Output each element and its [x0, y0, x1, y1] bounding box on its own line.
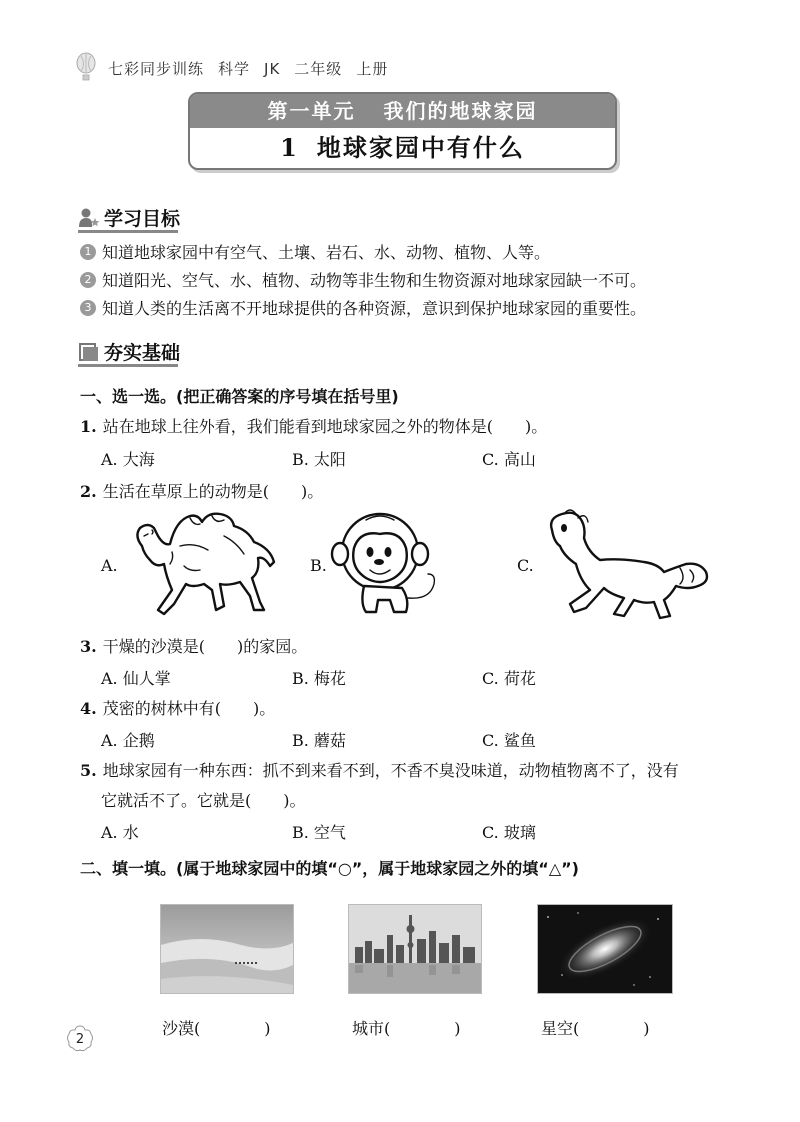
lesson-number: 1: [280, 133, 299, 162]
part2-heading: 二、填一填。(属于地球家园中的填“○”，属于地球家园之外的填“△”): [80, 859, 579, 878]
question-number: 2.: [80, 482, 97, 501]
option-c: C. 荷花: [482, 669, 536, 688]
option-a: A. 大海: [101, 450, 155, 469]
objective-text: 知道人类的生活离不开地球提供的各种资源，意识到保护地球家园的重要性。: [102, 299, 647, 318]
city-answer-label: 城市( ): [352, 1019, 461, 1038]
option-b: B. 梅花: [292, 669, 346, 688]
option-c: C.: [517, 556, 534, 575]
basics-title: 夯实基础: [104, 342, 181, 364]
objective-item: [80, 268, 646, 291]
header-edition: JK: [264, 60, 281, 78]
basics-underline: [78, 364, 178, 367]
question-text: 茂密的树林中有( )。: [102, 699, 276, 718]
objectives-title: 学习目标: [104, 208, 181, 230]
starry-sky-photo: [537, 904, 673, 994]
part1-heading: 一、选一选。(把正确答案的序号填在括号里): [80, 387, 399, 406]
header-volume: 上册: [356, 60, 389, 78]
balloon-logo-icon: [74, 52, 98, 82]
option-a: A. 仙人掌: [101, 669, 171, 688]
option-a: A.: [101, 556, 118, 575]
horse-illustration: [540, 508, 716, 624]
basics-heading: [78, 338, 180, 365]
page-number: 2: [75, 1032, 85, 1047]
question-2: [80, 479, 323, 502]
question-text: 生活在草原上的动物是( )。: [102, 482, 324, 501]
desert-answer-label: 沙漠( ): [162, 1019, 271, 1038]
learner-icon: [78, 207, 100, 229]
option-c: C. 玻璃: [482, 823, 536, 842]
monkey-illustration: [330, 508, 450, 620]
unit-label: 第一单元: [267, 99, 356, 123]
question-number: 1.: [80, 417, 97, 436]
unit-title: 我们的地球家园: [383, 99, 538, 123]
question-3: [80, 634, 307, 657]
camel-illustration: [124, 506, 284, 622]
question-1: [80, 414, 547, 437]
objective-item: [80, 296, 646, 319]
unit-title-bar: [190, 94, 615, 128]
objective-text: 知道地球家园中有空气、土壤、岩石、水、动物、植物、人等。: [102, 243, 551, 262]
city-photo: [348, 904, 482, 994]
question-4: [80, 696, 275, 719]
objective-item: [80, 240, 550, 263]
header-series: 七彩同步训练: [108, 60, 205, 78]
objectives-underline: [78, 230, 178, 233]
question-5: [80, 758, 679, 781]
objective-text: 知道阳光、空气、水、植物、动物等非生物和生物资源对地球家园缺一不可。: [102, 271, 647, 290]
page-header: [108, 58, 402, 79]
objectives-heading: [78, 204, 180, 231]
starry-sky-answer-label: 星空( ): [541, 1019, 650, 1038]
book-icon: [78, 341, 100, 363]
question-number: 5.: [80, 761, 97, 780]
option-b: B. 空气: [292, 823, 346, 842]
header-subject: 科学: [218, 60, 251, 78]
option-a: A. 水: [101, 823, 139, 842]
objective-number-badge: 2: [80, 272, 96, 288]
option-b: B.: [310, 556, 327, 575]
unit-banner: [188, 92, 617, 170]
option-b: B. 太阳: [292, 450, 346, 469]
question-number: 4.: [80, 699, 97, 718]
question-text: 地球家园有一种东西：抓不到来看不到，不香不臭没味道，动物植物离不了，没有: [102, 761, 679, 780]
question-5-continuation: 它就活不了。它就是( )。: [101, 791, 306, 810]
desert-photo: [160, 904, 294, 994]
question-number: 3.: [80, 637, 97, 656]
header-grade: 二年级: [294, 60, 343, 78]
lesson-title-bar: [190, 128, 615, 168]
question-text: 干燥的沙漠是( )的家园。: [102, 637, 308, 656]
page-number-badge: [66, 1024, 94, 1052]
option-c: C. 高山: [482, 450, 536, 469]
objective-number-badge: 3: [80, 300, 96, 316]
lesson-title: 地球家园中有什么: [316, 133, 525, 162]
option-b: B. 蘑菇: [292, 731, 346, 750]
option-c: C. 鲨鱼: [482, 731, 536, 750]
objective-number-badge: 1: [80, 244, 96, 260]
option-a: A. 企鹅: [101, 731, 155, 750]
question-text: 站在地球上往外看，我们能看到地球家园之外的物体是( )。: [102, 417, 548, 436]
